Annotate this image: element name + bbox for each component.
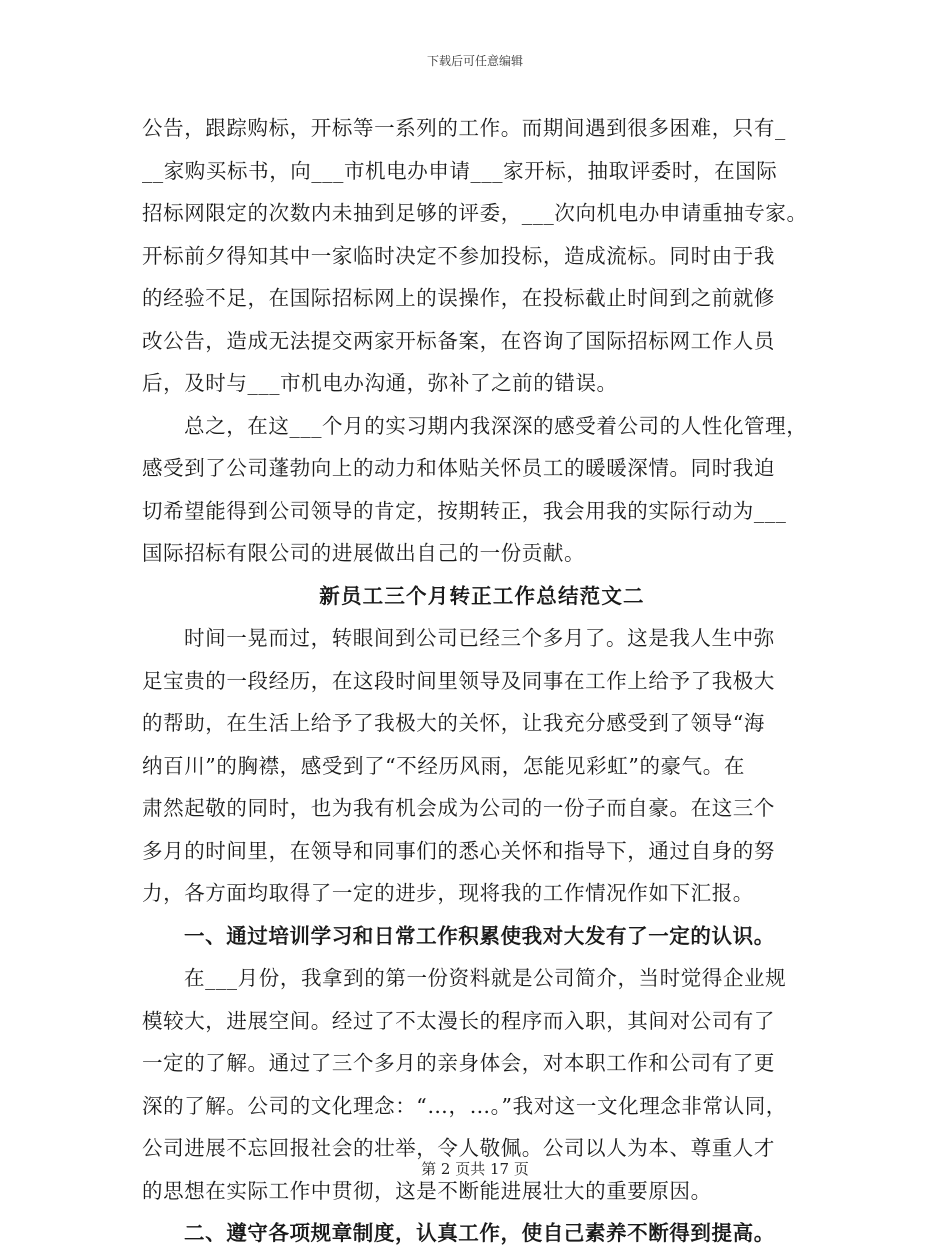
body-text-line: 足宝贵的一段经历，在这段时间里领导及同事在工作上给予了我极大 (142, 668, 775, 693)
body-text-line: 的帮助，在生活上给予了我极大的关怀，让我充分感受到了领导“海 (142, 711, 765, 735)
body-text-line: __家购买标书，向___市机电办申请___家开标，抽取评委时，在国际 (142, 158, 778, 183)
document-body (142, 107, 822, 1255)
body-text-line: 时间一晃而过，转眼间到公司已经三个多月了。这是我人生中弥 (184, 626, 775, 650)
body-text-line: 纳百川”的胸襟，感受到了“不经历风雨，怎能见彩虹”的豪气。在 (142, 753, 745, 778)
section-heading: 新员工三个月转正工作总结范文二 (319, 583, 645, 608)
subsection-heading: 一、通过培训学习和日常工作积累使我对大发有了一定的认识。 (184, 923, 775, 948)
page-footer-number: 第 2 页共 17 页 (421, 1160, 529, 1178)
body-text-line: 国际招标有限公司的进展做出自己的一份贡献。 (142, 541, 586, 565)
body-text-line: 公司进展不忘回报社会的壮举，令人敬佩。公司以人为本、尊重人才 (142, 1136, 775, 1160)
body-text-line: 在___月份，我拿到的第一份资料就是公司简介，当时觉得企业规 (184, 966, 787, 990)
body-text-line: 感受到了公司蓬勃向上的动力和体贴关怀员工的暖暖深情。同时我迫 (142, 456, 775, 480)
body-text-line: 公告，跟踪购标，开标等一系列的工作。而期间遇到很多困难，只有_ (142, 116, 786, 140)
body-text-line: 多月的时间里，在领导和同事们的悉心关怀和指导下，通过自身的努 (142, 838, 775, 863)
body-text-line: 力，各方面均取得了一定的进步，现将我的工作情况作如下汇报。 (142, 881, 754, 905)
body-text-line: 总之，在这___个月的实习期内我深深的感受着公司的人性化管理， (184, 413, 808, 438)
body-text-line: 的经验不足，在国际招标网上的误操作，在投标截止时间到之前就修 (142, 286, 775, 310)
body-text-line: 一定的了解。通过了三个多月的亲身体会，对本职工作和公司有了更 (142, 1051, 775, 1075)
subsection-heading: 二、遵守各项规章制度，认真工作，使自己素养不断得到提高。 (184, 1221, 775, 1245)
page-header-note: 下载后可任意编辑 (426, 54, 523, 68)
body-text-line: 肃然起敬的同时，也为我有机会成为公司的一份子而自豪。在这三个 (142, 796, 775, 820)
body-text-line: 的思想在实际工作中贯彻，这是不断能进展壮大的重要原因。 (142, 1178, 712, 1203)
body-text-line: 开标前夕得知其中一家临时决定不参加投标，造成流标。同时由于我 (142, 243, 775, 268)
body-text-line: 改公告，造成无法提交两家开标备案，在咨询了国际招标网工作人员 (142, 328, 775, 353)
body-text-line: 模较大，进展空间。经过了不太漫长的程序而入职，其间对公司有了 (142, 1008, 775, 1033)
body-text-line: 后，及时与___市机电办沟通，弥补了之前的错误。 (142, 371, 618, 395)
body-text-line: 招标网限定的次数内未抽到足够的评委，___次向机电办申请重抽专家。 (142, 201, 808, 225)
body-text-line: 切希望能得到公司领导的肯定，按期转正，我会用我的实际行动为___ (142, 498, 787, 523)
body-text-line: 深的了解。公司的文化理念：“…，…。”我对这一文化理念非常认同， (142, 1093, 787, 1118)
